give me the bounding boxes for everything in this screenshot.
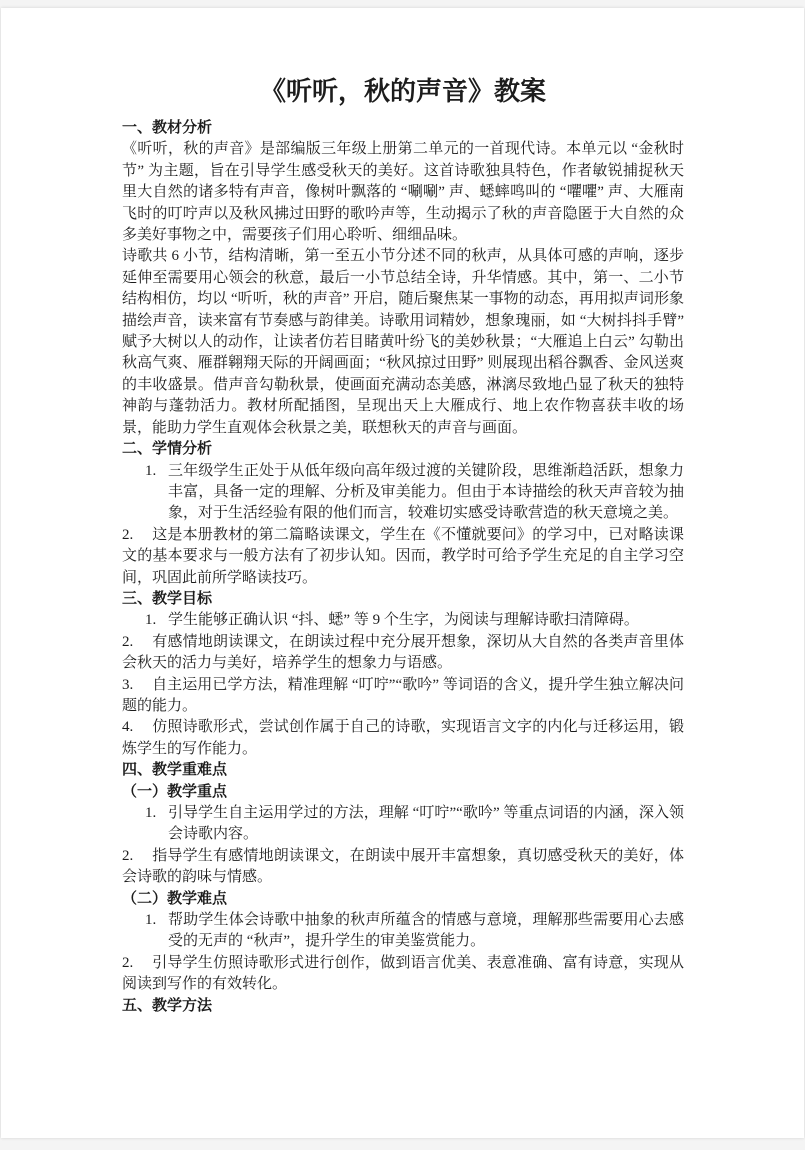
paragraph-material-analysis-2: 诗歌共 6 小节，结构清晰，第一至五小节分述不同的秋声，从具体可感的声响，逐步延伸至需要用心领会的秋意，最后一小节总结全诗，升华情感。其中，第一、二小节结构相仿，均以 “听听，秋的声音” 开启，随后聚焦某一事物的动态，再用拟声词形象描绘声音，读来富有节奏感与韵律美。诗歌用词精妙，想象瑰丽，如 “大树抖抖手臂” 赋予大树以人的动作，让读者仿若目睹黄叶纷飞的美妙秋景；“大雁追上白云” 勾勒出秋高气爽、雁群翱翔天际的开阔画面；“秋风掠过田野” 则展现出稻谷飘香、金风送爽的丰收盛景。借声音勾勒秋景，使画面充满动态美感，淋漓尽致地凸显了秋天的独特神韵与蓬勃活力。教材所配插图，呈现出天上大雁成行、地上农作物喜获丰收的场景，能助力学生直观体会秋景之美，联想秋天的声音与画面。: [122, 248, 684, 436]
list-text: 仿照诗歌形式，尝试创作属于自己的诗歌，实现语言文字的内化与迁移运用，锻炼学生的写作能力。: [122, 719, 684, 757]
list-number: 2.: [122, 526, 134, 543]
list-item-learner-2: [122, 525, 684, 589]
list-text: 三年级学生正处于从低年级向高年级过渡的关键阶段，思维渐趋活跃，想象力丰富，具备一定的理解、分析及审美能力。但由于本诗描绘的秋天声音较为抽象，对于生活经验有限的他们而言，较难切实感受诗歌营造的秋天意境之美。: [168, 462, 684, 522]
list-number: 3.: [122, 676, 134, 693]
document-title: 《听听，秋的声音》教案: [259, 77, 546, 106]
list-text: 指导学生有感情地朗读课文，在朗读中展开丰富想象，真切感受秋天的美好，体会诗歌的韵味与情感。: [122, 847, 684, 886]
list-number: 2.: [122, 633, 134, 650]
list-number: 4.: [122, 719, 134, 736]
section-heading-methods: 五、教学方法: [122, 997, 213, 1014]
list-item-objective-4: [122, 717, 684, 760]
list-text: 有感情地朗读课文，在朗读过程中充分展开想象，深切从大自然的各类声音里体会秋天的活力与美好，培养学生的想象力与语感。: [122, 633, 684, 672]
document-page: [1, 8, 804, 1138]
list-number: 1.: [145, 805, 157, 821]
list-item-objective-3: [122, 675, 684, 718]
list-item-objective-2: [122, 632, 684, 675]
section-heading-learner-analysis: 二、学情分析: [122, 441, 213, 458]
list-text: 引导学生仿照诗歌形式进行创作，做到语言优美、表意准确、富有诗意，实现从阅读到写作的有效转化。: [122, 954, 684, 993]
list-item-focus-2: [122, 846, 684, 889]
list-text: 这是本册教材的第二篇略读课文，学生在《不懂就要问》的学习中，已对略读课文的基本要求与一般方法有了初步认知。因而，教学时可给予学生充足的自主学习空间，巩固此前所学略读技巧。: [122, 526, 684, 586]
list-item-difficulty-2: [122, 953, 684, 996]
list-item-objective-1: [122, 610, 684, 631]
list-text: 学生能够正确认识 “抖、蟋” 等 9 个生字，为阅读与理解诗歌扫清障碍。: [168, 612, 639, 629]
section-heading-key-points: 四、教学重难点: [122, 762, 228, 779]
list-item-focus-1: [122, 803, 684, 846]
section-heading-objectives: 三、教学目标: [122, 590, 213, 607]
subsection-heading-difficulty: （二）教学难点: [122, 890, 228, 907]
list-text: 引导学生自主运用学过的方法，理解 “叮咛”“歌吟” 等重点词语的内涵，深入领会诗歌内容。: [168, 805, 684, 843]
list-number: 1.: [145, 612, 157, 629]
paragraph-material-analysis-1: 《听听，秋的声音》是部编版三年级上册第二单元的一首现代诗。本单元以 “金秋时节” 为主题，旨在引导学生感受秋天的美好。这首诗歌独具特色，作者敏锐捕捉秋天里大自然的诸多特有声音，像树叶飘落的 “唰唰” 声、蟋蟀鸣叫的 “㘗㘗” 声、大雁南飞时的叮咛声以及秋风拂过田野的歌吟声等，生动揭示了秋的声音隐匿于大自然的众多美好事物之中，需要孩子们用心聆听、细细品味。: [122, 141, 684, 244]
list-text: 帮助学生体会诗歌中抽象的秋声所蕴含的情感与意境，理解那些需要用心去感受的无声的 “秋声”，提升学生的审美鉴赏能力。: [168, 912, 684, 950]
document-content: [122, 74, 684, 1017]
list-number: 1.: [145, 462, 157, 479]
section-heading-material-analysis: 一、教材分析: [122, 120, 213, 136]
list-item-learner-1: [122, 461, 684, 525]
list-number: 2.: [122, 954, 134, 971]
list-number: 1.: [145, 912, 157, 929]
list-item-difficulty-1: [122, 910, 684, 953]
list-number: 2.: [122, 847, 134, 864]
list-text: 自主运用已学方法，精准理解 “叮咛”“歌吟” 等词语的含义，提升学生独立解决问题的能力。: [122, 676, 684, 714]
subsection-heading-focus: （一）教学重点: [122, 783, 228, 800]
